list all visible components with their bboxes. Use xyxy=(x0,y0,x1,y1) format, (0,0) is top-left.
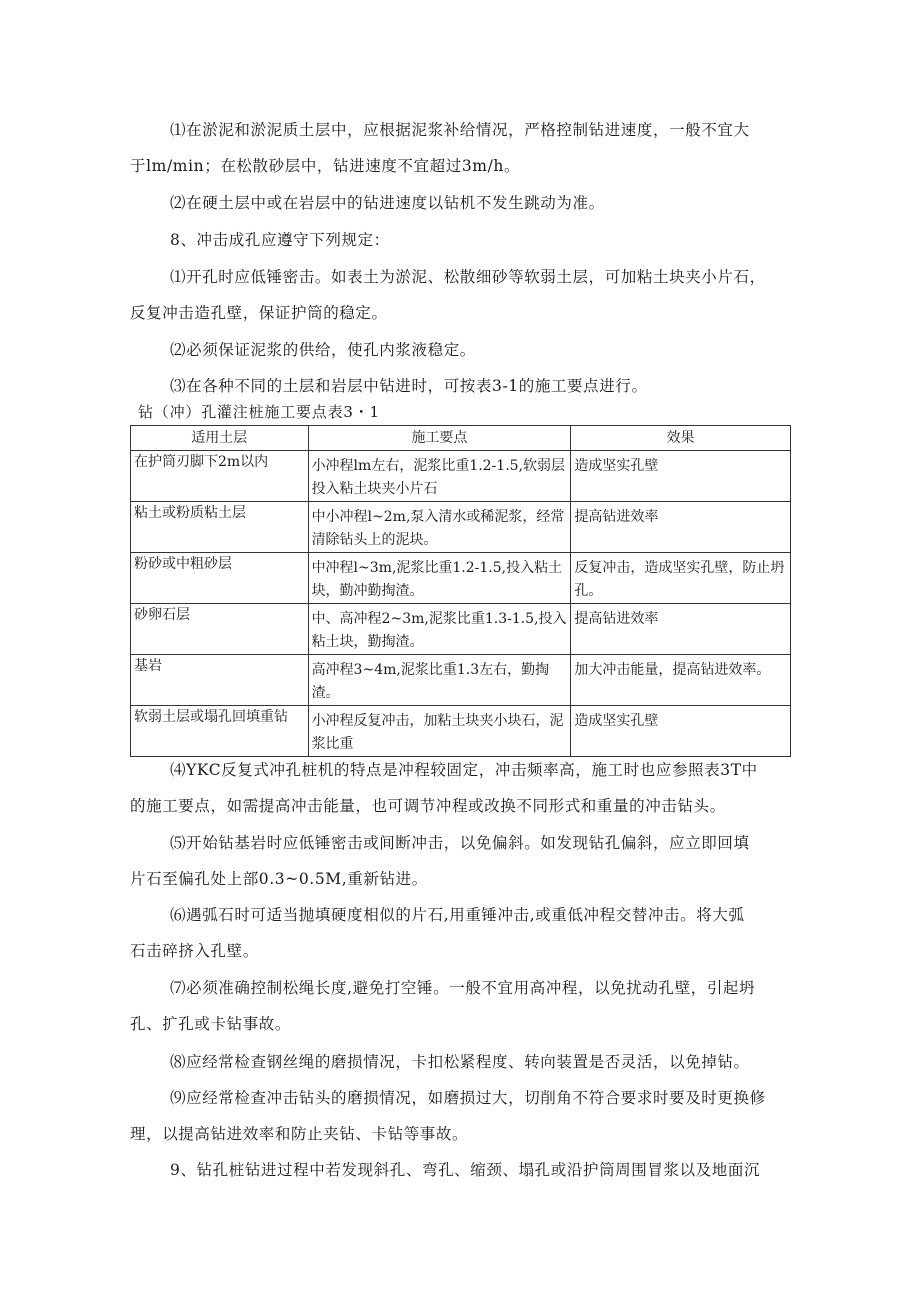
paragraph-1-line-2: 于lm/min；在松散砂层中，钻进速度不宜超过3m/h。 xyxy=(130,157,521,175)
paragraph-9 xyxy=(130,970,790,1042)
paragraph-7-line-2: 片石至偏孔处上部0.3~0.5M,重新钻进。 xyxy=(130,870,428,888)
cell-soil: 在护筒刃脚下2m以内 xyxy=(131,451,309,502)
table-row xyxy=(131,451,791,502)
cell-soil: 软弱土层或塌孔回填重钻 xyxy=(131,706,309,757)
header-soil: 适用土层 xyxy=(131,426,309,451)
section-8-heading-text: 8、冲击成孔应遵守下列规定： xyxy=(170,231,390,249)
paragraph-3 xyxy=(130,259,790,331)
paragraph-7-line-1: ⑸开始钻基岩时应低锤密击或间断冲击，以免偏斜。如发现钻孔偏斜，应立即回填 xyxy=(170,834,750,852)
paragraph-5-line-1: ⑶在各种不同的土层和岩层中钻进时，可按表3-1的施工要点进行。 xyxy=(170,377,648,395)
paragraph-7 xyxy=(130,825,790,897)
paragraph-6 xyxy=(130,752,790,824)
paragraph-11 xyxy=(130,1080,790,1152)
header-effect: 效果 xyxy=(571,426,791,451)
paragraph-8-line-2: 石击碎挤入孔壁。 xyxy=(130,942,259,960)
paragraph-6-line-2: 的施工要点，如需提高冲击能量，也可调节冲程或改换不同形式和重量的冲击钻头。 xyxy=(130,797,726,815)
paragraph-1-line-1: ⑴在淤泥和淤泥质土层中，应根据泥浆补给情况，严格控制钻进速度，一般不宜大 xyxy=(170,121,750,139)
cell-effect: 造成坚实孔壁 xyxy=(571,451,791,502)
paragraph-3-line-1: ⑴开孔时应低锤密击。如表土为淤泥、松散细砂等软弱土层，可加粘土块夹小片石， xyxy=(170,268,766,286)
cell-points: 小冲程lm左右，泥浆比重1.2-1.5,软弱层投入粘土块夹小片石 xyxy=(308,451,571,502)
paragraph-10-line-1: ⑻应经常检查钢丝绳的磨损情况，卡扣松紧程度、转向装置是否灵活，以免掉钻。 xyxy=(170,1053,750,1071)
table-row xyxy=(131,502,791,553)
construction-points-table xyxy=(130,425,791,757)
paragraph-6-line-1: ⑷YKC反复式冲孔桩机的特点是冲程较固定，冲击频率高，施工时也应参照表3T中 xyxy=(170,761,758,779)
cell-soil: 粘土或粉质粘土层 xyxy=(131,502,309,553)
table-row xyxy=(131,706,791,757)
header-points: 施工要点 xyxy=(308,426,571,451)
cell-points: 小冲程反复冲击，加粘土块夹小块石，泥浆比重 xyxy=(308,706,571,757)
table-row xyxy=(131,655,791,706)
cell-effect: 提高钻进效率 xyxy=(571,502,791,553)
paragraph-4 xyxy=(130,332,790,368)
cell-soil: 粉砂或中粗砂层 xyxy=(131,553,309,604)
paragraph-1 xyxy=(130,112,790,184)
cell-effect: 加大冲击能量，提高钻进效率。 xyxy=(571,655,791,706)
paragraph-2-line-1: ⑵在硬土层中或在岩层中的钻进速度以钻机不发生跳动为准。 xyxy=(170,194,605,212)
paragraph-8-line-1: ⑹遇弧石时可适当抛填硬度相似的片石,用重锤冲击,或重低冲程交替冲击。将大弧 xyxy=(170,906,745,924)
paragraph-2 xyxy=(130,185,790,221)
cell-points: 中冲程l~3m,泥浆比重1.2-1.5,投入粘土块，勤冲勤掏渣。 xyxy=(308,553,571,604)
paragraph-11-line-2: 理，以提高钻进效率和防止夹钻、卡钻等事故。 xyxy=(130,1125,469,1143)
cell-points: 中、高冲程2~3m,泥浆比重1.3-1.5,投入粘土块，勤掏渣。 xyxy=(308,604,571,655)
paragraph-9-line-2: 孔、扩孔或卡钻事故。 xyxy=(130,1015,292,1033)
paragraph-5 xyxy=(130,368,790,404)
paragraph-4-line-1: ⑵必须保证泥浆的供给，使孔内浆液稳定。 xyxy=(170,341,476,359)
cell-soil: 砂卵石层 xyxy=(131,604,309,655)
paragraph-11-line-1: ⑼应经常检查冲击钻头的磨损情况，如磨损过大，切削角不符合要求时要及时更换修 xyxy=(170,1089,766,1107)
cell-soil: 基岩 xyxy=(131,655,309,706)
section-9-heading-text: 9、钻孔桩钻进过程中若发现斜孔、弯孔、缩颈、塌孔或沿护筒周围冒浆以及地面沉 xyxy=(170,1161,761,1179)
section-8-heading xyxy=(130,222,790,258)
table-caption: 钻（冲）孔灌注桩施工要点表3・1 xyxy=(138,403,380,421)
paragraph-9-line-1: ⑺必须准确控制松绳长度,避免打空锤。一般不宜用高冲程，以免扰动孔壁，引起坍 xyxy=(170,979,756,997)
cell-effect: 提高钻进效率 xyxy=(571,604,791,655)
table-header-row xyxy=(131,426,791,451)
paragraph-8 xyxy=(130,897,790,969)
section-9-heading xyxy=(130,1152,790,1188)
cell-effect: 反复冲击，造成坚实孔壁，防止坍孔。 xyxy=(571,553,791,604)
table-row xyxy=(131,604,791,655)
cell-points: 高冲程3~4m,泥浆比重1.3左右，勤掏渣。 xyxy=(308,655,571,706)
paragraph-3-line-2: 反复冲击造孔壁，保证护筒的稳定。 xyxy=(130,304,388,322)
paragraph-10 xyxy=(130,1044,790,1080)
cell-points: 中小冲程l~2m,泵入清水或稀泥浆，经常清除钻头上的泥块。 xyxy=(308,502,571,553)
cell-effect: 造成坚实孔壁 xyxy=(571,706,791,757)
table-row xyxy=(131,553,791,604)
